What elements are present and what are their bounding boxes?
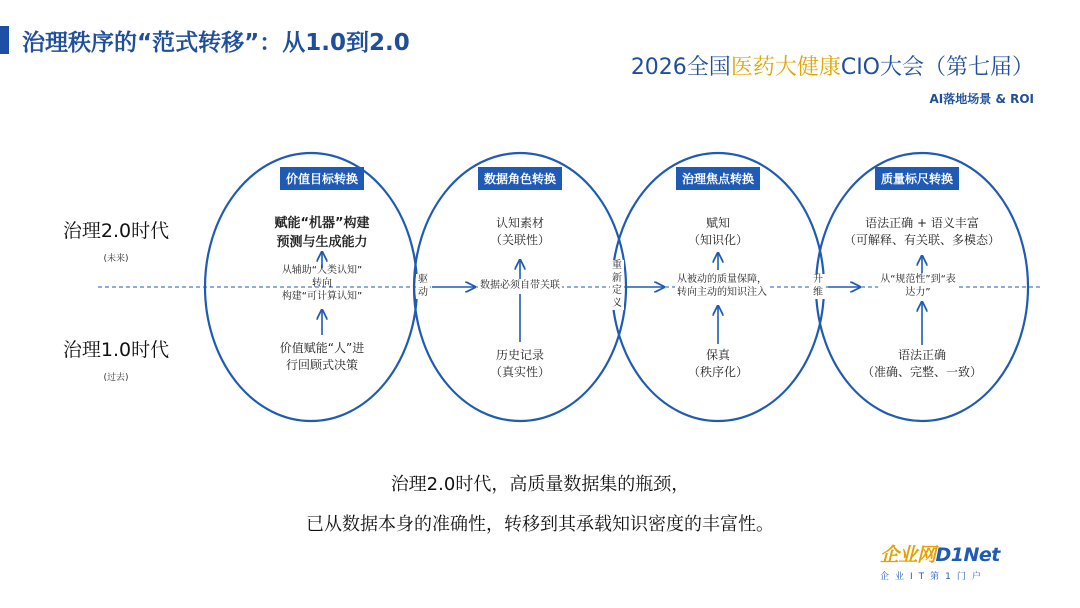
circle-2-middle xyxy=(478,279,562,294)
circle-4-top xyxy=(844,215,1000,250)
circle-3-bottom-line2: （秩序化） xyxy=(687,365,749,380)
circle-1-bottom-line1: 价值赋能“人”进 xyxy=(279,341,365,355)
era-1-when: (过去) xyxy=(103,373,129,383)
circle-4-bottom xyxy=(862,347,982,382)
conclusion-line-1: 治理2.0时代，高质量数据集的瓶颈， xyxy=(390,474,690,495)
circle-3-header: 治理焦点转换 xyxy=(676,167,760,190)
d1net-logo xyxy=(880,540,1036,582)
connector-drive: 驱动 xyxy=(418,274,428,298)
era-2-when: (未来) xyxy=(103,254,129,264)
circle-4-top-line2: （可解释、有关联、多模态） xyxy=(843,233,1001,248)
circle-3-middle xyxy=(675,273,769,299)
page-title: 治理秩序的“范式转移”：从1.0到2.0 xyxy=(22,30,410,56)
circle-4-top-line1: 语法正确 + 语义丰富 xyxy=(865,216,979,230)
conclusion-line-2: 已从数据本身的准确性，转移到其承载知识密度的丰富性。 xyxy=(306,514,774,535)
circle-2-bottom-line2: （真实性） xyxy=(489,365,551,380)
circle-2-middle-line1: 数据必须自带关联 xyxy=(480,280,560,291)
conference-prefix: 2026全国 xyxy=(630,55,731,80)
circle-3-bottom-line1: 保真 xyxy=(705,348,731,362)
circle-3-middle-line2: 转向主动的知识注入 xyxy=(677,287,767,298)
circle-4-bottom-line2: （准确、完整、一致） xyxy=(861,365,983,380)
conference-subtitle: AI落地场景 & ROI xyxy=(929,92,1034,106)
circle-4-middle-line2: 达力” xyxy=(905,287,931,298)
logo-main-b: D1Net xyxy=(935,544,1000,566)
circle-3-middle-line1: 从被动的质量保障， xyxy=(677,274,767,285)
circle-1-middle xyxy=(282,264,362,303)
connector-redefine: 重新定义 xyxy=(612,260,622,309)
circle-1-top-line1: 赋能“机器”构建 xyxy=(274,216,370,231)
circle-2-bottom-line1: 历史记录 xyxy=(495,348,545,362)
circle-2-top xyxy=(490,215,550,250)
logo-main xyxy=(880,540,1036,567)
circle-2-top-line1: 认知素材 xyxy=(495,216,545,230)
circle-2-top-line2: （关联性） xyxy=(489,233,551,248)
circle-2-header: 数据角色转换 xyxy=(478,167,562,190)
circle-1-bottom xyxy=(280,340,364,375)
circle-1-middle-line2: 转向 xyxy=(312,278,332,289)
circle-3-bottom xyxy=(688,347,748,382)
circle-3-top-line2: （知识化） xyxy=(687,233,749,248)
circle-1-bottom-line2: 行回顾式决策 xyxy=(285,358,358,373)
era-1-label xyxy=(52,335,180,383)
circle-1-top xyxy=(274,215,369,253)
circle-1-middle-line1: 从辅助“人类认知” xyxy=(281,265,363,276)
era-2-label xyxy=(52,216,180,264)
logo-main-a: 企业网 xyxy=(880,544,936,566)
circle-3-top xyxy=(688,215,748,250)
circle-4-middle xyxy=(878,273,958,299)
circle-4-bottom-line1: 语法正确 xyxy=(897,348,947,362)
era-1-name: 治理1.0时代 xyxy=(62,339,170,361)
logo-sub: 企业IT第1门户 xyxy=(880,572,987,582)
conference-highlight: 医药大健康 xyxy=(730,55,841,80)
circle-2-bottom xyxy=(490,347,550,382)
conference-suffix: CIO大会（第七届） xyxy=(840,55,1034,80)
era-2-name: 治理2.0时代 xyxy=(62,220,170,242)
circle-4-header: 质量标尺转换 xyxy=(875,167,959,190)
circle-3-top-line1: 赋知 xyxy=(705,216,731,230)
circle-1-header: 价值目标转换 xyxy=(280,167,364,190)
circle-4-middle-line1: 从“规范性”到“表 xyxy=(880,274,956,285)
circle-1-top-line2: 预测与生成能力 xyxy=(276,234,368,250)
connector-upgrade: 升维 xyxy=(813,274,823,298)
circle-1-middle-line3: 构建“可计算认知” xyxy=(281,291,363,302)
